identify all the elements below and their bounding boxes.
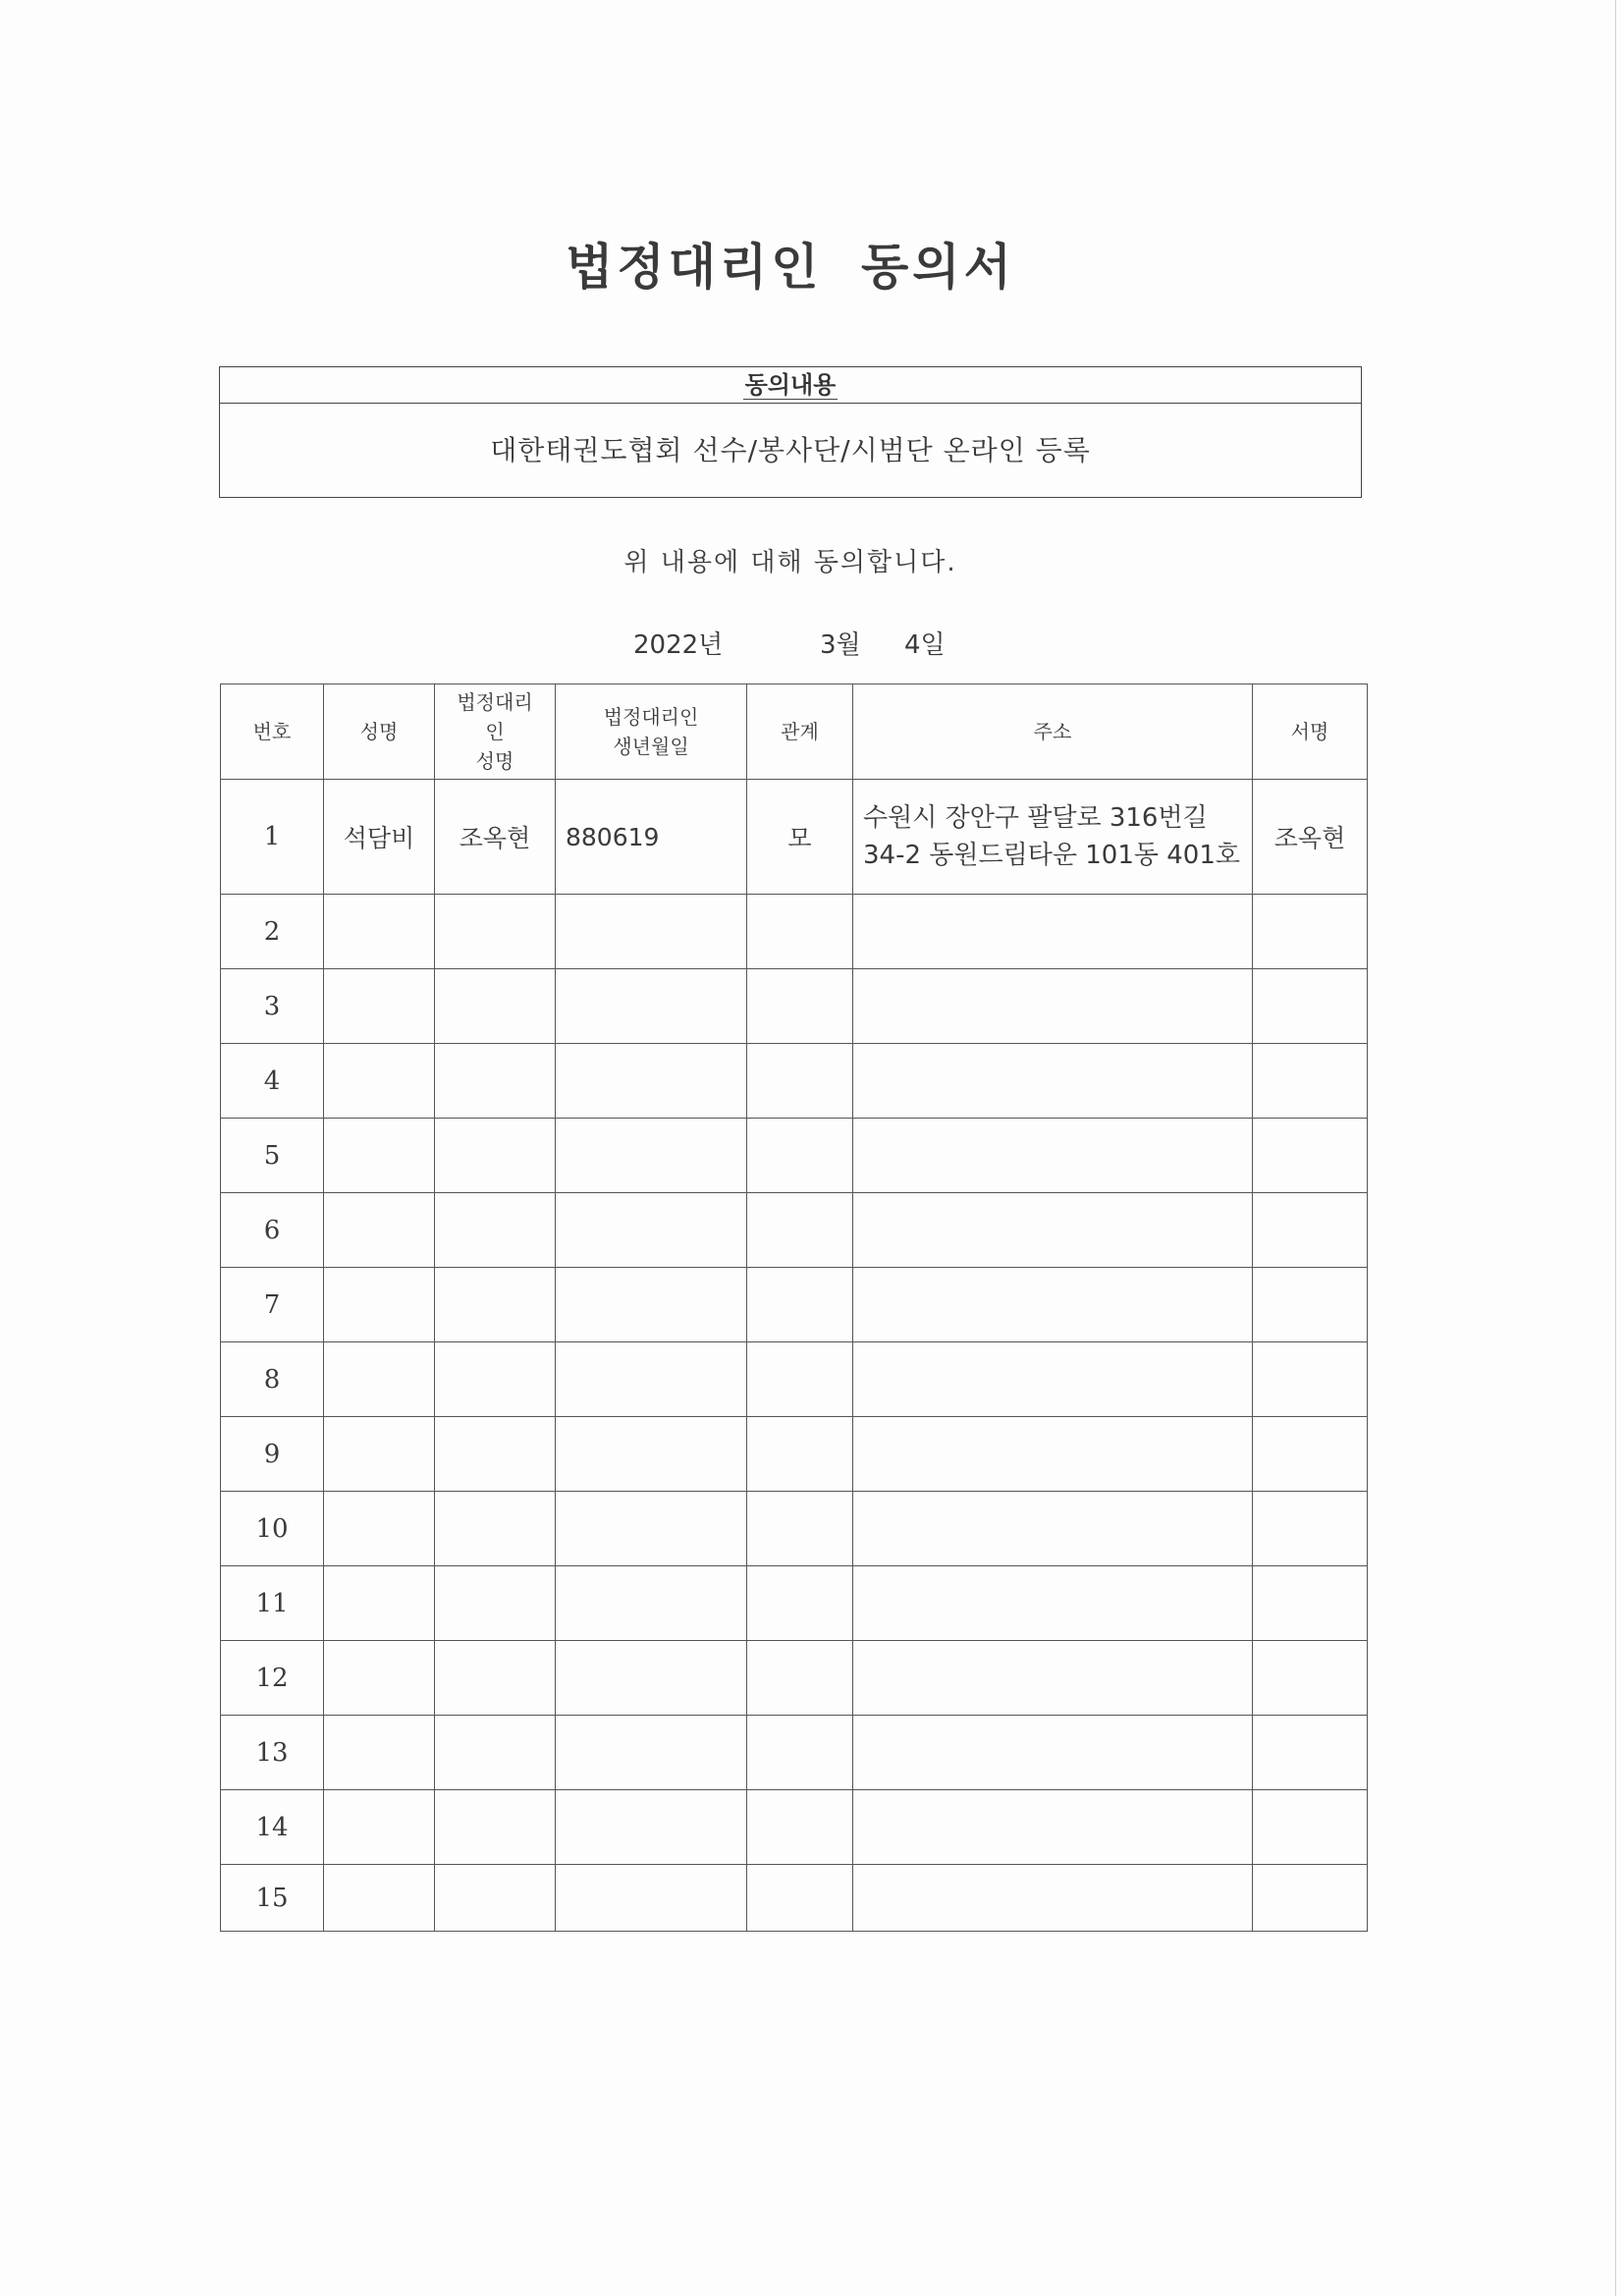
- cell-guardian-name: [435, 1342, 556, 1417]
- cell-name: [324, 1790, 435, 1865]
- header-guardian-name: [435, 684, 556, 780]
- cell-signature: [1253, 1716, 1368, 1790]
- table-row: [221, 1268, 1368, 1342]
- table-row: [221, 1716, 1368, 1790]
- cell-guardian-name: [435, 1566, 556, 1641]
- cell-no: 2: [221, 895, 324, 969]
- cell-no: 1: [221, 780, 324, 895]
- cell-guardian-name: [435, 1044, 556, 1119]
- table-row: [221, 1566, 1368, 1641]
- cell-signature: 조옥현: [1253, 780, 1368, 895]
- cell-name: [324, 1492, 435, 1566]
- consent-header-text: 동의내용: [744, 371, 837, 399]
- header-guardian-birth-line1: 법정대리인: [603, 705, 699, 729]
- cell-signature: [1253, 1641, 1368, 1716]
- cell-no: 5: [221, 1119, 324, 1193]
- cell-guardian-name: [435, 1119, 556, 1193]
- cell-address: [853, 1865, 1253, 1932]
- cell-name: [324, 1119, 435, 1193]
- table-row: [221, 1119, 1368, 1193]
- cell-relation: [747, 1417, 853, 1492]
- cell-name: [324, 1641, 435, 1716]
- cell-guardian-name: [435, 1268, 556, 1342]
- cell-address: [853, 1268, 1253, 1342]
- header-address: 주소: [853, 684, 1253, 780]
- cell-relation: 모: [747, 780, 853, 895]
- cell-signature: [1253, 1492, 1368, 1566]
- cell-signature: [1253, 1119, 1368, 1193]
- cell-no: 7: [221, 1268, 324, 1342]
- cell-address: 수원시 장안구 팔달로 316번길 34-2 동원드림타운 101동 401호: [853, 780, 1253, 895]
- cell-guardian-name: [435, 969, 556, 1044]
- cell-relation: [747, 1268, 853, 1342]
- cell-relation: [747, 895, 853, 969]
- cell-signature: [1253, 1790, 1368, 1865]
- cell-no: 15: [221, 1865, 324, 1932]
- cell-signature: [1253, 1193, 1368, 1268]
- cell-guardian-name: [435, 1790, 556, 1865]
- cell-address: [853, 1566, 1253, 1641]
- cell-guardian-name: [435, 1641, 556, 1716]
- cell-relation: [747, 1566, 853, 1641]
- cell-no: 12: [221, 1641, 324, 1716]
- cell-guardian-name: 조옥현: [435, 780, 556, 895]
- header-signature: 서명: [1253, 684, 1368, 780]
- cell-relation: [747, 1342, 853, 1417]
- cell-guardian-birth: [556, 1566, 747, 1641]
- cell-guardian-name: [435, 895, 556, 969]
- cell-signature: [1253, 895, 1368, 969]
- cell-name: [324, 1716, 435, 1790]
- cell-relation: [747, 1044, 853, 1119]
- cell-no: 6: [221, 1193, 324, 1268]
- cell-guardian-birth: 880619: [556, 780, 747, 895]
- cell-no: 9: [221, 1417, 324, 1492]
- cell-address: [853, 969, 1253, 1044]
- cell-guardian-birth: [556, 1641, 747, 1716]
- cell-guardian-birth: [556, 895, 747, 969]
- cell-signature: [1253, 1268, 1368, 1342]
- cell-guardian-birth: [556, 1193, 747, 1268]
- cell-guardian-birth: [556, 1342, 747, 1417]
- table-row: [221, 1492, 1368, 1566]
- cell-name: [324, 1342, 435, 1417]
- consent-header: [220, 367, 1361, 404]
- guardian-table: [220, 683, 1368, 1932]
- cell-signature: [1253, 969, 1368, 1044]
- cell-name: 석담비: [324, 780, 435, 895]
- cell-guardian-name: [435, 1492, 556, 1566]
- cell-relation: [747, 1716, 853, 1790]
- cell-relation: [747, 1492, 853, 1566]
- header-guardian-birth-line2: 생년월일: [613, 735, 689, 758]
- cell-name: [324, 1865, 435, 1932]
- cell-guardian-birth: [556, 1865, 747, 1932]
- scan-edge-line: [1615, 0, 1616, 2296]
- cell-name: [324, 895, 435, 969]
- cell-name: [324, 1044, 435, 1119]
- header-guardian-name-line2: 인: [485, 720, 505, 743]
- cell-address: [853, 1342, 1253, 1417]
- cell-signature: [1253, 1865, 1368, 1932]
- cell-signature: [1253, 1566, 1368, 1641]
- cell-no: 4: [221, 1044, 324, 1119]
- cell-name: [324, 969, 435, 1044]
- cell-relation: [747, 1641, 853, 1716]
- document-title: 법정대리인 동의서: [566, 239, 1015, 296]
- cell-address: [853, 1492, 1253, 1566]
- header-relation: 관계: [747, 684, 853, 780]
- cell-address: [853, 1119, 1253, 1193]
- cell-guardian-name: [435, 1716, 556, 1790]
- cell-relation: [747, 1193, 853, 1268]
- date-month: 3월: [820, 630, 861, 660]
- table-row: [221, 1342, 1368, 1417]
- cell-name: [324, 1193, 435, 1268]
- cell-guardian-birth: [556, 1716, 747, 1790]
- table-row: [221, 780, 1368, 895]
- cell-guardian-birth: [556, 1268, 747, 1342]
- table-header-row: [221, 684, 1368, 780]
- cell-guardian-birth: [556, 1417, 747, 1492]
- cell-relation: [747, 1119, 853, 1193]
- header-name: 성명: [324, 684, 435, 780]
- cell-signature: [1253, 1417, 1368, 1492]
- table-row: [221, 1417, 1368, 1492]
- cell-guardian-name: [435, 1865, 556, 1932]
- cell-guardian-birth: [556, 1044, 747, 1119]
- cell-relation: [747, 1865, 853, 1932]
- table-row: [221, 969, 1368, 1044]
- cell-address: [853, 1193, 1253, 1268]
- agree-statement: 위 내용에 대해 동의합니다.: [623, 548, 957, 577]
- table-row: [221, 1790, 1368, 1865]
- date-year: 2022년: [633, 630, 724, 660]
- cell-guardian-name: [435, 1417, 556, 1492]
- date-day: 4일: [904, 630, 946, 660]
- consent-box: [219, 366, 1362, 498]
- cell-guardian-birth: [556, 1119, 747, 1193]
- cell-no: 8: [221, 1342, 324, 1417]
- cell-name: [324, 1566, 435, 1641]
- cell-signature: [1253, 1342, 1368, 1417]
- cell-guardian-birth: [556, 1790, 747, 1865]
- consent-body: 대한태권도협회 선수/봉사단/시범단 온라인 등록: [490, 434, 1091, 466]
- cell-name: [324, 1417, 435, 1492]
- cell-guardian-birth: [556, 969, 747, 1044]
- header-guardian-birth: [556, 684, 747, 780]
- cell-address: [853, 1641, 1253, 1716]
- cell-no: 14: [221, 1790, 324, 1865]
- header-no: 번호: [221, 684, 324, 780]
- cell-no: 10: [221, 1492, 324, 1566]
- cell-no: 13: [221, 1716, 324, 1790]
- table-row: [221, 1865, 1368, 1932]
- cell-relation: [747, 1790, 853, 1865]
- table-row: [221, 895, 1368, 969]
- cell-address: [853, 1417, 1253, 1492]
- cell-address: [853, 1044, 1253, 1119]
- header-guardian-name-line3: 성명: [475, 749, 514, 773]
- cell-address: [853, 1790, 1253, 1865]
- table-row: [221, 1044, 1368, 1119]
- cell-name: [324, 1268, 435, 1342]
- cell-relation: [747, 969, 853, 1044]
- header-guardian-name-line1: 법정대리: [457, 690, 533, 714]
- table-row: [221, 1641, 1368, 1716]
- cell-address: [853, 1716, 1253, 1790]
- cell-no: 3: [221, 969, 324, 1044]
- cell-signature: [1253, 1044, 1368, 1119]
- cell-address: [853, 895, 1253, 969]
- cell-guardian-name: [435, 1193, 556, 1268]
- cell-no: 11: [221, 1566, 324, 1641]
- table-row: [221, 1193, 1368, 1268]
- cell-guardian-birth: [556, 1492, 747, 1566]
